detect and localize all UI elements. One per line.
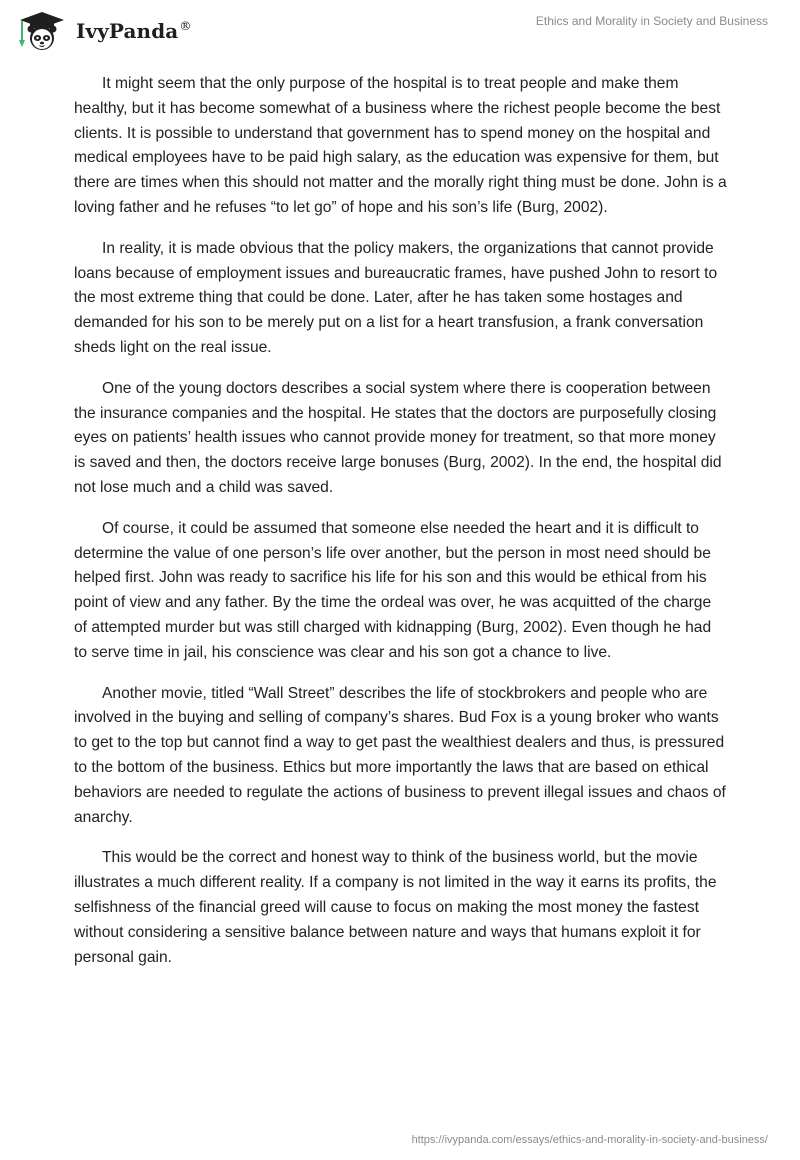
page-header xyxy=(0,0,800,60)
paragraph-6: This would be the correct and honest way to think of the business world, but the movie illustrates a much different reality. If a company is not limited in the way it earns its profits, the selfishness of the financial greed will cause to focus on making the most money the fastest without considering a sensitive balance between nature and ways that humans exploit it for personal gain. xyxy=(74,849,717,966)
panda-graduate-icon xyxy=(14,10,70,52)
paragraph-1: It might seem that the only purpose of the hospital is to treat people and make them healthy, but it has become somewhat of a business where the richest people become the best clients. It is possible to understand that government has to spend money on the hospital and medical employees have to be paid high salary, as the education was expensive for them, but there are times when this should not matter and the morally right thing must be done. John is a loving father and he refuses “to let go” of hope and his son’s life (Burg, 2002). xyxy=(74,75,727,216)
registered-mark: ® xyxy=(179,19,192,34)
paragraph-5: Another movie, titled “Wall Street” describes the life of stockbrokers and people who are involved in the buying and selling of company’s shares. Bud Fox is a young broker who wants to get to the top but cannot find a way to get past the wealthiest dealers and thus, is pressured to the bottom of the business. Ethics but more importantly the laws that are based on ethical behaviors are needed to regulate the actions of business to prevent illegal issues and chaos of anarchy. xyxy=(74,684,726,826)
document-title: Ethics and Morality in Society and Business xyxy=(535,14,768,28)
paragraph-2: In reality, it is made obvious that the policy makers, the organizations that cannot provide loans because of employment issues and bureaucratic frames, have pushed John to resort to the most extreme thing that could be done. Later, after he has taken some hostages and demanded for his son to be merely put on a list for a heart transfusion, a frank conversation sheds light on the real issue. xyxy=(74,239,718,356)
source-url[interactable]: https://ivypanda.com/essays/ethics-and-morality-in-society-and-business/ xyxy=(411,1134,768,1146)
paragraph-4: Of course, it could be assumed that someone else needed the heart and it is difficult to determine the value of one person’s life over another, but the person in most need should be helped first. John was ready to sacrifice his life for his son and this would be ethical from his point of view and any father. By the time the ordeal was over, he was acquitted of the charge of attempted murder but was still charged with kidnapping (Burg, 2002). Even though he had to serve time in jail, his conscience was clear and his son got a chance to live. xyxy=(74,519,712,661)
brand-name: IvyPanda® xyxy=(76,19,192,43)
brand-logo[interactable] xyxy=(14,10,191,52)
paragraph-3: One of the young doctors describes a social system where there is cooperation between the insurance companies and the hospital. He states that the doctors are purposefully closing eyes on patients’ health issues who cannot provide money for treatment, so that more money is saved and then, the doctors receive large bonuses (Burg, 2002). In the end, the hospital did not lose much and a child was saved. xyxy=(74,379,722,496)
essay-body xyxy=(74,72,728,986)
